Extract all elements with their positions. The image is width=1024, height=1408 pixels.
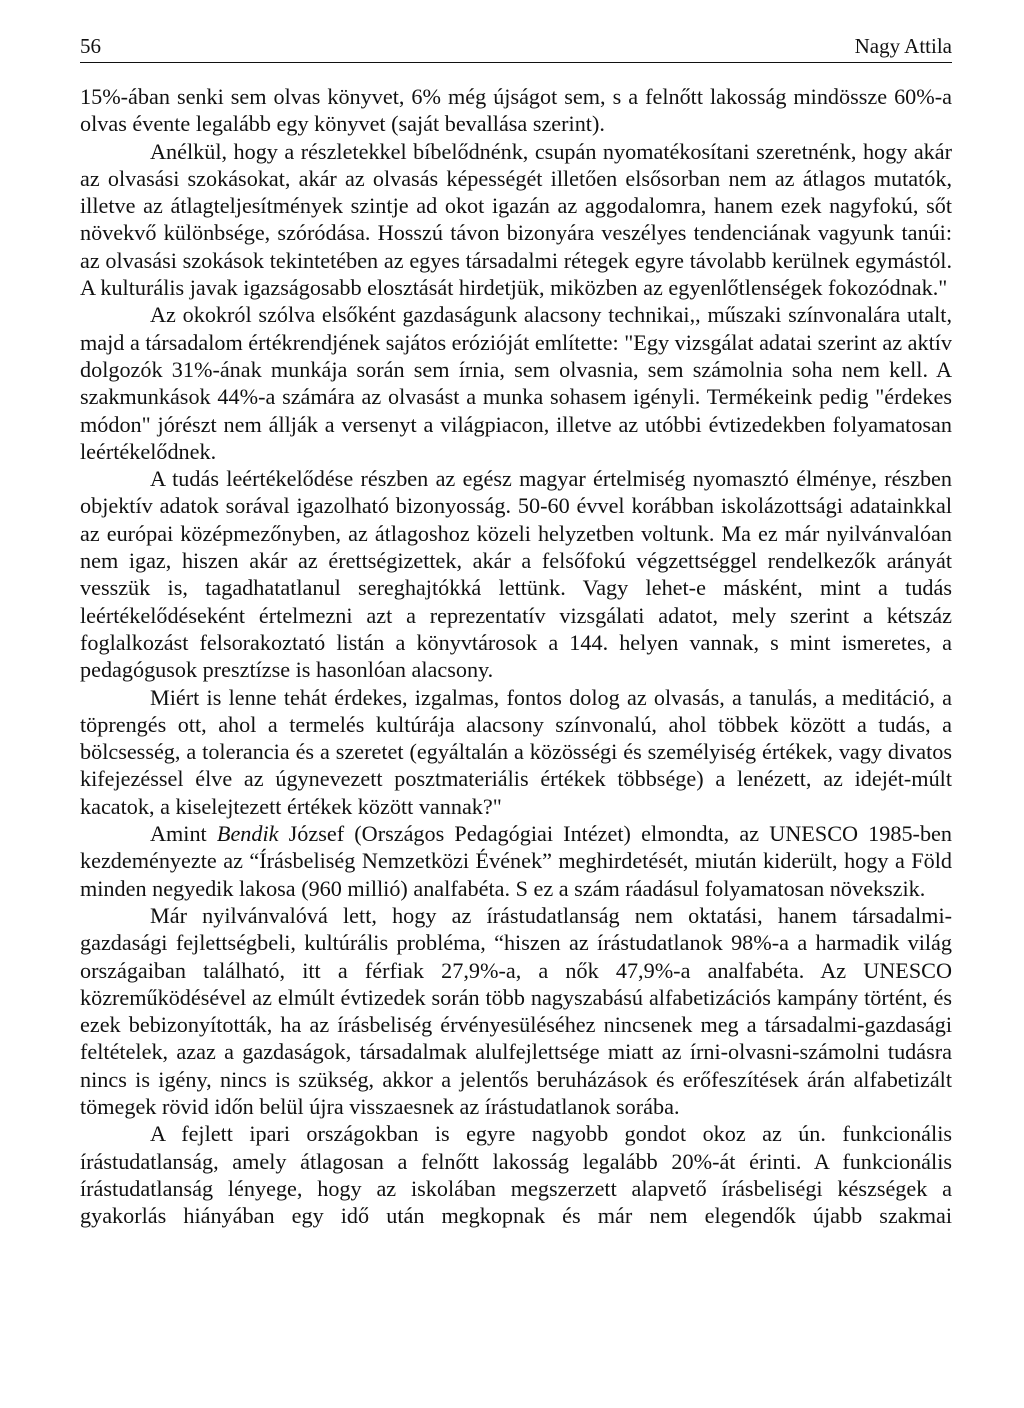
italic-name: Bendik bbox=[216, 821, 279, 847]
running-head-author: Nagy Attila bbox=[854, 34, 952, 58]
paragraph: Miért is lenne tehát érdekes, izgalmas, fontos dolog az olvasás, a tanulás, a meditáció, a töprengés ott, ahol a termelés kultúrája alacsony színvonalú, ahol többek között a tudás, a bölcsesség, a tolerancia és a szeretet (egyáltalán a közösségi és személyiség értékek, vagy divatos kifejezéssel élve az úgynevezett posztmateriális értékek többsége) a lenézett, az idejét-múlt kacatok, a kiselejtezett értékek között vannak?" bbox=[80, 684, 952, 819]
paragraph: A tudás leértékelődése részben az egész magyar értelmiség nyomasztó élménye, részben objektív adatok sorával igazolható bizonyosság. 50-60 évvel korábban iskolázottsági adatainkkal az európai középmezőnyben, az átlagoshoz közeli helyzetben voltunk. Ma ez már nyilvánvalóan nem igaz, hiszen akár az érettségizettek, akár a felsőfokú végzettséggel rendelkezők arányát vesszük is, tagadhatatlanul sereghajtókká lettünk. Vagy lehet-e másként, mint a tudás leértékelődéseként értelmezni azt a reprezentatív vizsgálati adatot, mely szerint a kétszáz foglalkozást felsorakoztató listán a könyvtárosok a 144. helyen vannak, s mint ismeretes, a pedagógusok presztízse is hasonlóan alacsony. bbox=[80, 466, 952, 683]
paragraph: A fejlett ipari országokban is egyre nagyobb gondot okoz az ún. funkcionális írástudatlanság, amely átlagosan a felnőtt lakosság legalább 20%-át érinti. A funkcionális írástudatlanság lényege, hogy az iskolában megszerzett alapvető írásbeliségi készségek a gyakorlás hiányában egy idő után megkopnak és már nem elegendők újabb szakmai bbox=[80, 1121, 952, 1229]
page-number: 56 bbox=[80, 34, 101, 58]
paragraph: Anélkül, hogy a részletekkel bíbelődnénk, csupán nyomatékosítani szeretnénk, hogy akár az olvasási szokásokat, akár az olvasás képességét illetően elsősorban nem az átlagos mutatók, illetve az átlagteljesítmények szintje ad okot igazán az aggodalomra, hanem ezek nagyfokú, sőt növekvő különbsége, szóródása. Hosszú távon bizonyára veszélyes tendenciának vagyunk tanúi: az olvasási szokások tekintetében az egyes társadalmi rétegek egyre távolabb kerülnek egymástól. A kulturális javak igazságosabb elosztását hirdetjük, miközben az egyenlőtlenségek fokozódnak." bbox=[80, 138, 952, 301]
paragraph-text: Amint bbox=[150, 821, 217, 847]
running-header bbox=[80, 34, 952, 63]
body-text bbox=[80, 83, 952, 1229]
document-page bbox=[80, 34, 952, 1229]
paragraph: Már nyilvánvalóvá lett, hogy az írástudatlanság nem oktatási, hanem társadalmi-gazdasági fejlettségbeli, kultúrális probléma, “hiszen az írástudatlanok 98%-a a harmadik világ országaiban található, itt a férfiak 27,9%-a, a nők 47,9%-a analfabéta. Az UNESCO közreműködésével az elmúlt évtizedek során több nagyszabású alfabetizációs kampány történt, és ezek bebizonyították, ha az írásbeliség érvényesüléséhez nincsenek meg a társadalmi-gazdasági feltételek, azaz a gazdaságok, társadalmak alulfejlettsége miatt az írni-olvasni-számolni tudásra nincs is igény, nincs is szükség, akkor a jelentős beruházások és erőfeszítések árán alfabetizált tömegek rövid időn belül újra visszaesnek az írástudatlanok sorába. bbox=[80, 902, 952, 1119]
paragraph: Az okokról szólva elsőként gazdaságunk alacsony technikai,, műszaki színvonalára utalt, majd a társadalom értékrendjének sajátos erózióját említette: "Egy vizsgálat adatai szerint az aktív dolgozók 31%-ának munkája során sem írnia, sem olvasnia, sem számolnia soha nem kell. A szakmunkások 44%-a számára az olvasást a munka sohasem igényli. Termékeink pedig "érdekes módon" jórészt nem állják a versenyt a világpiacon, illetve az utóbbi évtizedekben folyamatosan leértékelődnek. bbox=[80, 302, 952, 464]
paragraph-text: József (Országos Pedagógiai Intézet) elmondta, az UNESCO 1985-ben kezdeményezte az “Írásbeliség Nemzetközi Évének” meghirdetését, miután kiderült, hogy a Föld minden negyedik lakosa (960 millió) analfabéta. S ez a szám ráadásul folyamatosan növekszik. bbox=[80, 821, 952, 901]
paragraph: 15%-ában senki sem olvas könyvet, 6% még újságot sem, s a felnőtt lakosság mindössze 60%-a olvas évente legalább egy könyvet (saját bevallása szerint). bbox=[80, 84, 952, 137]
paragraph bbox=[80, 820, 952, 902]
